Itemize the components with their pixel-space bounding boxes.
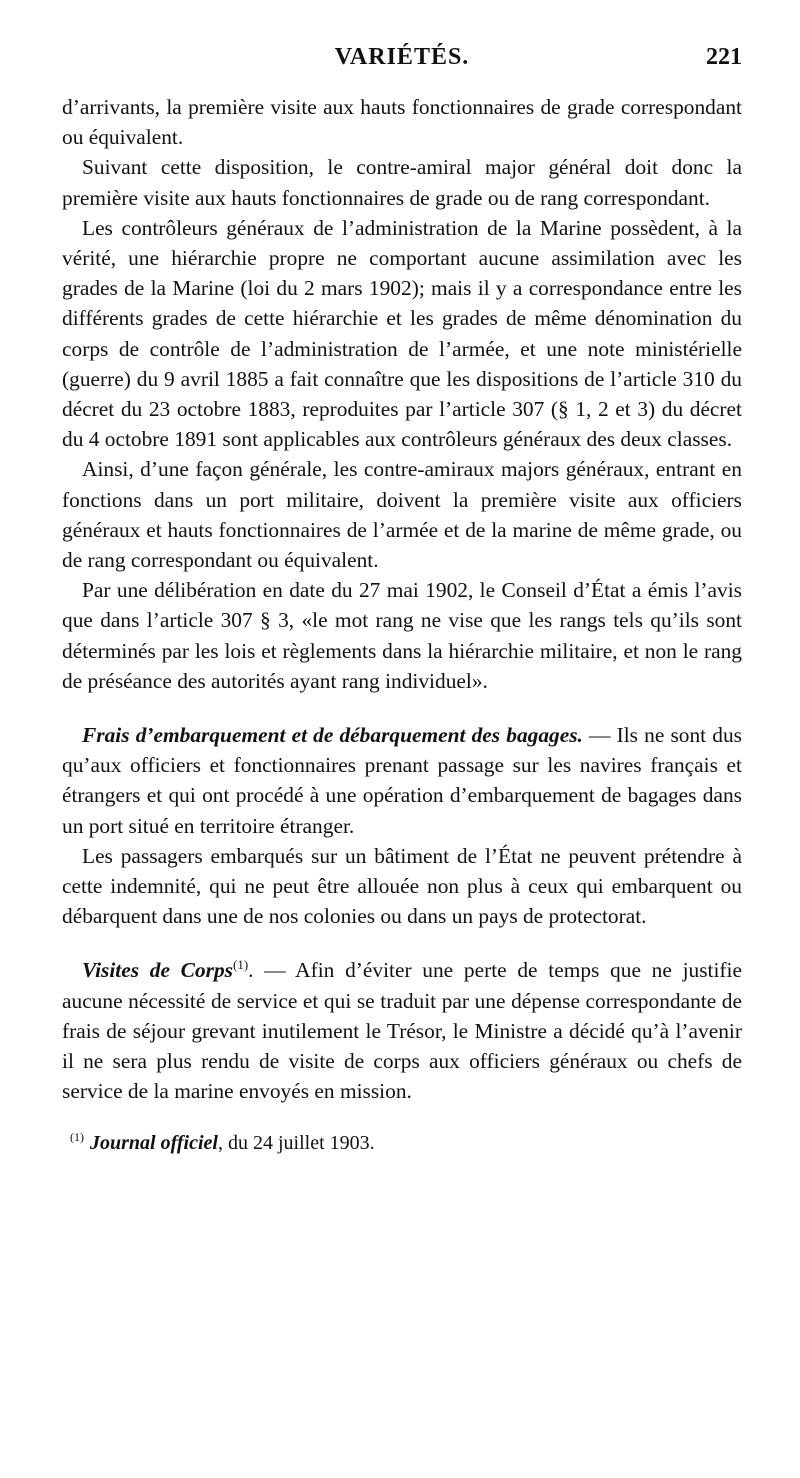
page-number: 221 — [706, 44, 742, 70]
paragraph-continuation: d’arrivants, la première visite aux hauts fonctionnaires de grade correspondant ou équivalent. — [62, 95, 742, 150]
footnote-journal: Journal officiel — [90, 1131, 218, 1154]
section-baggage-second-paragraph: Les passagers embarqués sur un bâtiment de l’État ne peuvent prétendre à cette indemnité, qui ne peut être allouée non plus à ceux qui embarquent ou débarquent dans une de nos colonies ou dans un pays de protectorat. — [62, 843, 742, 929]
section-visits-paragraph — [62, 955, 742, 1106]
paragraph-disposition: Suivant cette disposition, le contre-amiral major général doit donc la première visite aux hauts fonctionnaires de grade ou de rang correspondant. — [62, 155, 742, 210]
footnote — [62, 1129, 742, 1157]
footnote-reference[interactable]: (1) — [232, 957, 249, 973]
running-head — [62, 44, 742, 84]
section-baggage-paragraph — [62, 720, 742, 841]
paragraph-conseil-etat: Par une délibération en date du 27 mai 1902, le Conseil d’État a émis l’avis que dans l’article 307 § 3, «le mot rang ne vise que les rangs tels qu’ils sont déterminés par les lois et règlements dans la hiérarchie militaire, et non le rang de préséance des autorités ayant rang individuel». — [62, 578, 742, 693]
section-baggage-title: Frais d’embarquement et de débarquement des bagages. — [82, 723, 583, 748]
running-title: VARIÉTÉS. — [334, 44, 470, 70]
paragraph-contre-amiraux: Ainsi, d’une façon générale, les contre-amiraux majors généraux, entrant en fonctions dans un port militaire, doivent la première visite aux officiers généraux et hauts fonctionnaires de l’armée et de la marine de même grade, ou de rang correspondant ou équivalent. — [62, 457, 742, 573]
section-visits-title: Visites de Corps — [82, 958, 233, 983]
footnote-text: , du 24 juillet 1903. — [217, 1131, 375, 1154]
footnote-mark: (1) — [70, 1129, 84, 1144]
document-page — [62, 44, 742, 1157]
section-baggage-text: — Ils ne sont dus qu’aux officiers et fonctionnaires prenant passage sur les navires français et étrangers et qui ont procédé à une opération d’embarquement de bagages dans un port situé en territoire étranger. — [62, 723, 742, 838]
paragraph-controleurs: Les contrôleurs généraux de l’administration de la Marine possèdent, à la vérité, une hiérarchie propre ne comportant aucune assimilation avec les grades de la Marine (loi du 2 mars 1902); mais il y a correspondance entre les différents grades de cette hiérarchie et les grades de même dénomination du corps de contrôle de l’administration de l’armée, et une note ministérielle (guerre) du 9 avril 1885 a fait connaître que les dispositions de l’article 310 du décret du 23 octobre 1883, reproduites par l’article 307 (§ 1, 2 et 3) du décret du 4 octobre 1891 sont applicables aux contrôleurs généraux des deux classes. — [62, 215, 742, 452]
section-visits-text: . — Afin d’éviter une perte de temps que ne justifie aucune nécessité de service et qui se traduit par une dépense correspondante de frais de séjour grevant inutilement le Trésor, le Ministre a décidé qu’à l’avenir il ne sera plus rendu de visite de corps aux officiers généraux ou chefs de service de la marine envoyés en mission. — [62, 958, 742, 1104]
